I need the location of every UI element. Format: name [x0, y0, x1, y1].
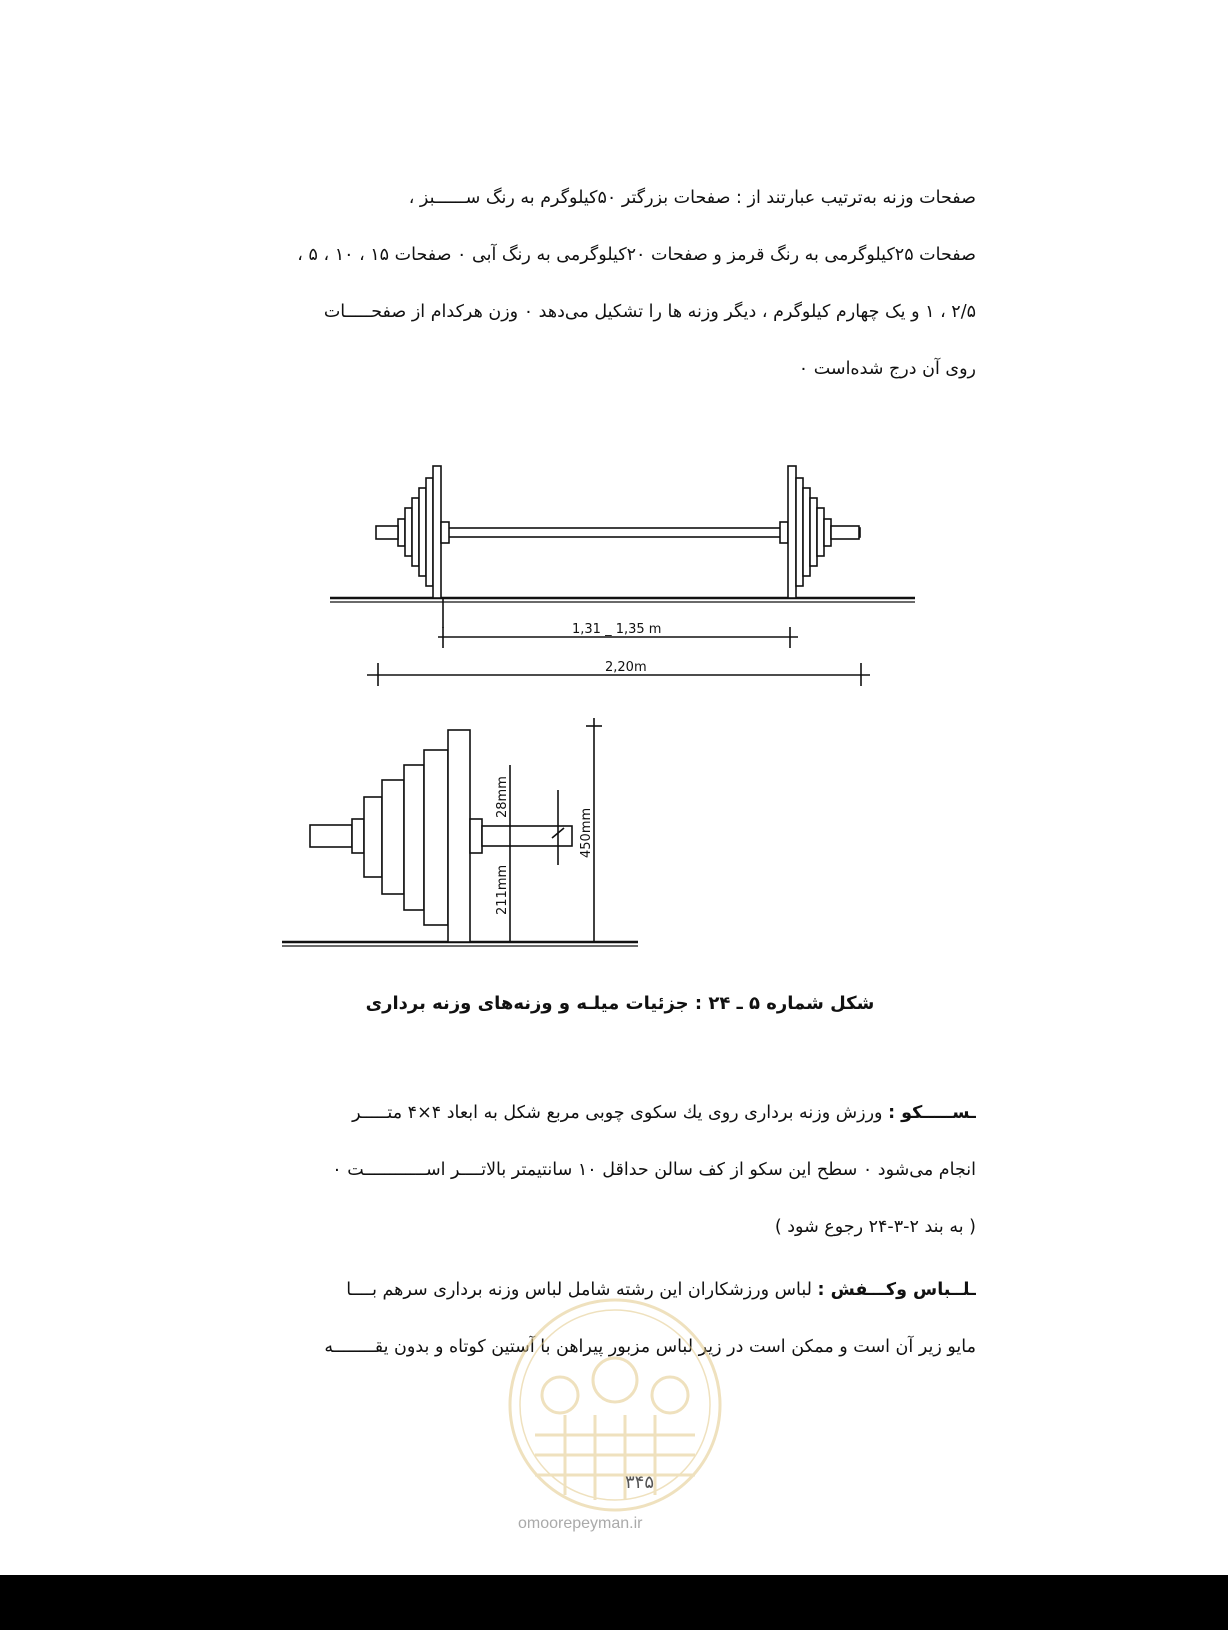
bottom-black-bar: [0, 1575, 1228, 1630]
dimension-label-total: 2,20m: [605, 660, 647, 675]
dimension-label-inner: 1,31 _ 1,35 m: [572, 622, 662, 637]
text-line: صفحات وزنه به‌ترتیب عبارتند از : صفحات بزرگتر ۵۰کیلوگرم به رنگ ســــــبز ،: [408, 188, 976, 208]
watermark-logo: [505, 1255, 725, 1525]
page-number: ۳۴۵: [625, 1472, 655, 1493]
text-line: انجام می‌شود ۰ سطح این سکو از کف سالن حداقل ۱۰ سانتیمتر بالاتــــر اســــــــــــت ۰: [332, 1160, 976, 1180]
text-line: ۲/۵ ، ۱ و یک چهارم کیلوگرم ، دیگر وزنه ها را تشکیل می‌دهد ۰ وزن هرکدام از صفحـــــات: [323, 302, 976, 322]
text-line: روی آن درج شده‌است ۰: [798, 359, 976, 379]
watermark-url: omoorepeyman.ir: [518, 1515, 643, 1532]
text-span: ورزش وزنه برداری روی یك سکوی چوبی مربع شکل به ابعاد ۴×۴ متـــــر: [352, 1103, 883, 1123]
text-line: ( به بند ۲-۳-۲۴ رجوع شود ): [774, 1217, 976, 1237]
paragraph-platform: [216, 1085, 976, 1256]
text-span: لباس ورزشکاران این رشته شامل لباس وزنه برداری سرهم بــــا: [346, 1280, 812, 1300]
section-heading: ـســـــکو :: [888, 1103, 976, 1123]
dimension-label-28mm: 28mm: [495, 776, 510, 818]
text-line: صفحات ۲۵کیلوگرمی به رنگ قرمز و صفحات ۲۰کیلوگرمی به رنگ آبی ۰ صفحات ۱۵ ، ۱۰ ، ۵ ،: [297, 245, 976, 265]
text-line: [216, 1085, 976, 1142]
section-heading: ـلــباس وکـــفش :: [817, 1280, 976, 1300]
dimension-label-211mm: 211mm: [495, 864, 510, 915]
text-line: مایو زیر آن است و ممکن است در زیر لباس مزبور پیراهن با آستین کوتاه و بدون یقــــــــه: [324, 1337, 976, 1357]
figure-caption: شکل شماره ۵ ـ ۲۴ : جزئیات میلـه و وزنه‌های وزنه برداری: [365, 993, 875, 1014]
dimension-label-450mm: 450mm: [579, 807, 594, 858]
